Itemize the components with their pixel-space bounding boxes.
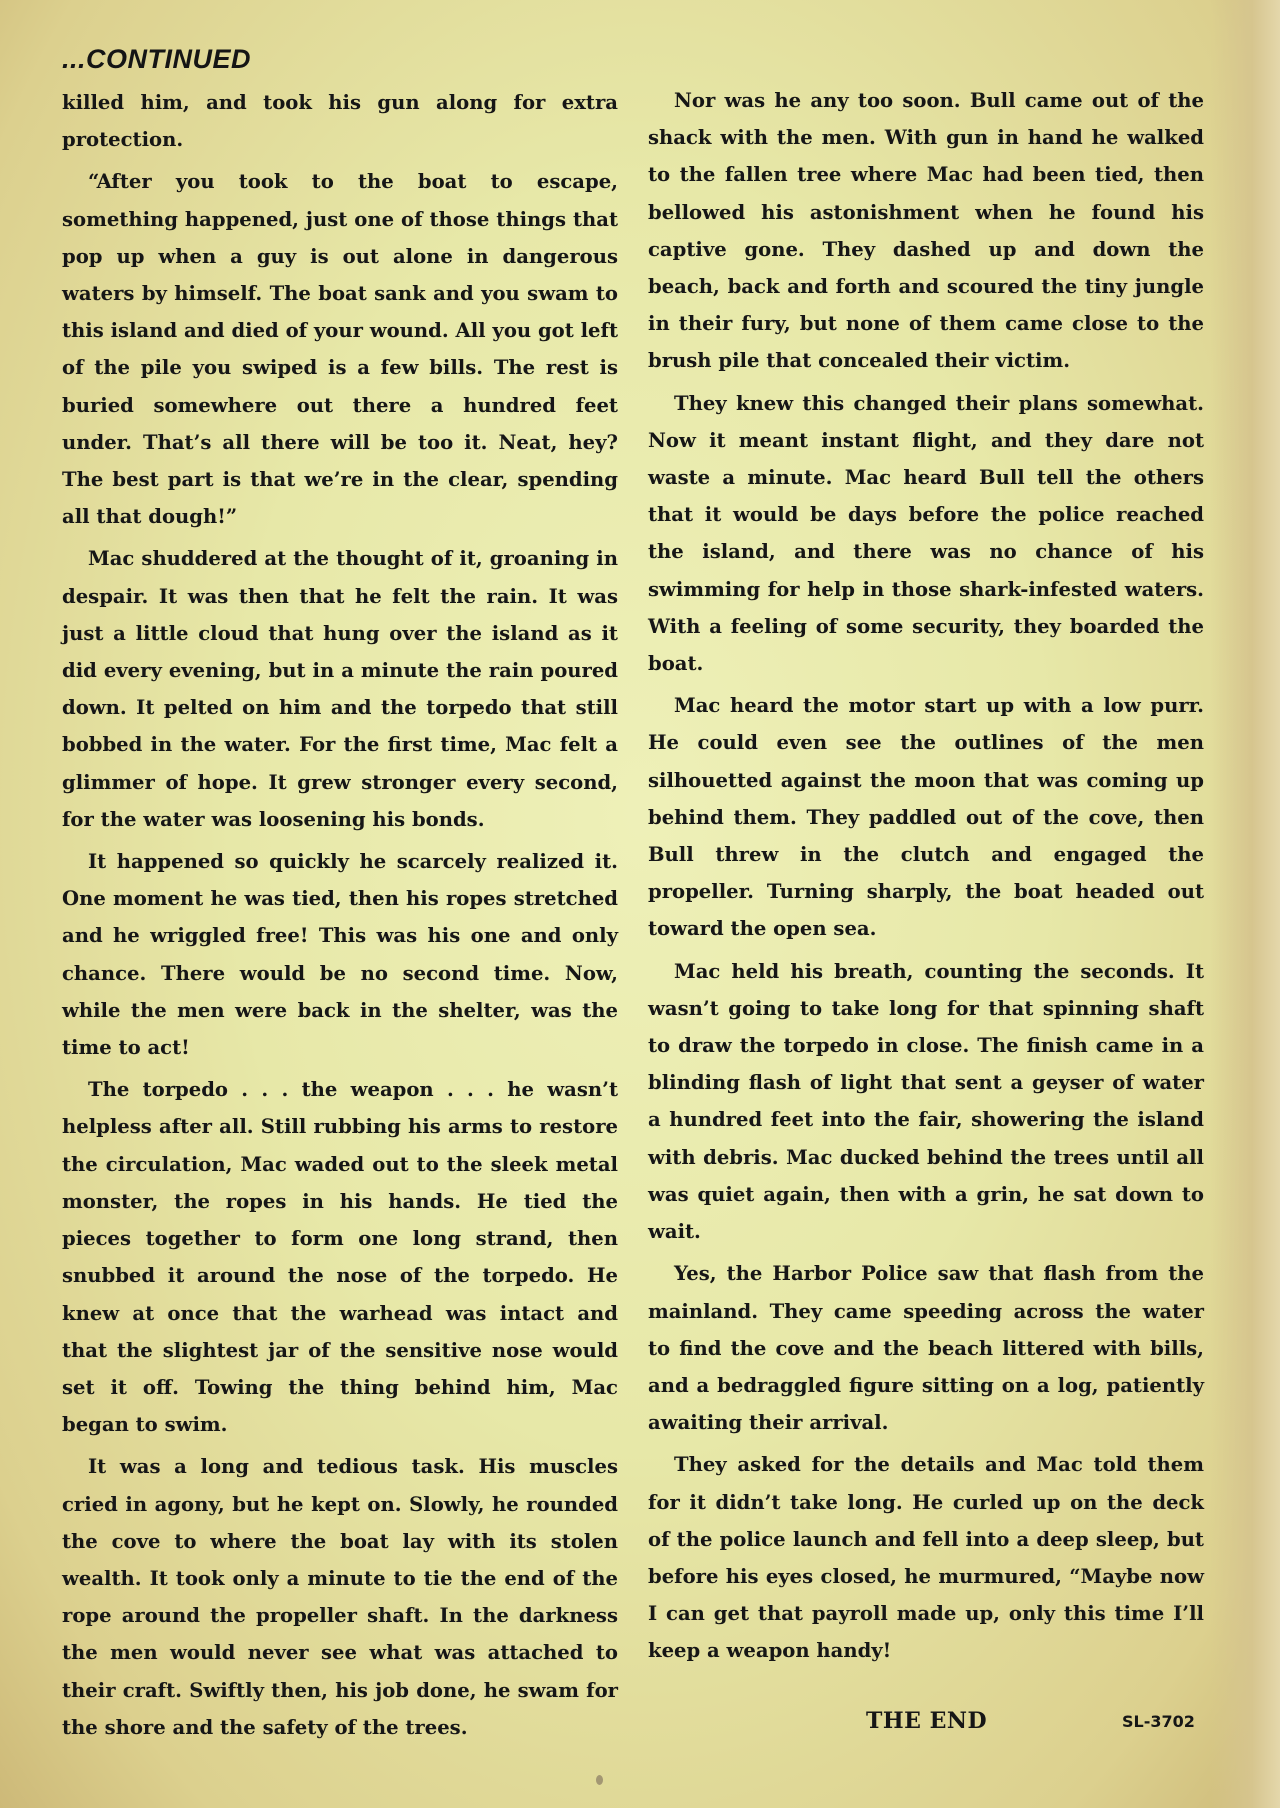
paragraph: Mac shuddered at the thought of it, groaning in despair. It was then that he felt the rain. It was just a little cloud that hung over the island as it did every evening, but in a minute the rain poured down. It pelted on him and the torpedo that still bobbed in the water. For the first time, Mac felt a glimmer of hope. It grew stronger every second, for the water was loosening his bonds.	[62, 547, 618, 831]
paragraph: killed him, and took his gun along for extra protection.	[62, 91, 618, 152]
paragraph: Mac heard the motor start up with a low purr. He could even see the outlines of the men silhouetted against the moon that was coming up behind them. They paddled out of the cove, then Bull threw in the clutch and engaged the propeller. Turning sharply, the boat headed out toward the open sea.	[648, 694, 1204, 941]
print-speck	[596, 1775, 603, 1785]
paragraph: Yes, the Harbor Police saw that flash from the mainland. They came speeding across the water to find the cove and the beach littered with bills, and a bedraggled figure sitting on a log, patiently awaiting their arrival.	[648, 1262, 1204, 1435]
paragraph: It happened so quickly he scarcely realized it. One moment he was tied, then his ropes stretched and he wriggled free! This was his one and only chance. There would be no second time. Now, while the men were back in the shelter, was the time to act!	[62, 850, 618, 1060]
paragraph: Nor was he any too soon. Bull came out of the shack with the men. With gun in hand he walked to the fallen tree where Mac had been tied, then bellowed his astonishment when he found his captive gone. They dashed up and down the beach, back and forth and scoured the tiny jungle in their fury, but none of them came close to the brush pile that concealed their victim.	[648, 89, 1204, 373]
paragraph: Mac held his breath, counting the seconds. It wasn’t going to take long for that spinning shaft to draw the torpedo in close. The finish came in a blinding flash of light that sent a geyser of water a hundred feet into the fair, showering the island with debris. Mac ducked behind the trees until all was quiet again, then with a grin, he sat down to wait.	[648, 959, 1204, 1244]
right-text-column	[648, 82, 1204, 1675]
page-edge-shadow	[1210, 0, 1280, 1808]
paragraph: They knew this changed their plans somewhat. Now it meant instant flight, and they dare not waste a minute. Mac heard Bull tell the others that it would be days before the police reached the island, and there was no chance of his swimming for help in those shark-infested waters. With a feeling of some security, they boarded the boat.	[648, 391, 1204, 676]
paragraph: “After you took to the boat to escape, something happened, just one of those things that pop up when a guy is out alone in dangerous waters by himself. The boat sank and you swam to this island and died of your wound. All you got left of the pile you swiped is a few bills. The rest is buried somewhere out there a hundred feet under. That’s all there will be too it. Neat, hey? The best part is that we’re in the clear, spending all that dough!”	[62, 170, 618, 529]
paragraph: It was a long and tedious task. His muscles cried in agony, but he kept on. Slowly, he rounded the cove to where the boat lay with its stolen wealth. It took only a minute to tie the end of the rope around the propeller shaft. In the darkness the men would never see what was attached to their craft. Swiftly then, his job done, he swam for the shore and the safety of the trees.	[62, 1455, 618, 1739]
paragraph: They asked for the details and Mac told them for it didn’t take long. He curled up on the deck of the police launch and fell into a deep sleep, but before his eyes closed, he murmured, “Maybe now I can get that payroll made up, only this time I’ll keep a weapon handy!	[648, 1453, 1204, 1663]
paragraph: The torpedo . . . the weapon . . . he wasn’t helpless after all. Still rubbing his arms to restore the circulation, Mac waded out to the sleek metal monster, the ropes in his hands. He tied the pieces together to form one long strand, then snubbed it around the nose of the torpedo. He knew at once that the warhead was intact and that the slightest jar of the sensitive nose would set it off. Towing the thing behind him, Mac began to swim.	[62, 1078, 618, 1437]
continued-header: ...CONTINUED	[62, 44, 252, 74]
page-code: SL-3702	[1122, 1712, 1195, 1731]
the-end-label: THE END	[866, 1708, 988, 1734]
left-text-column	[62, 84, 618, 1751]
